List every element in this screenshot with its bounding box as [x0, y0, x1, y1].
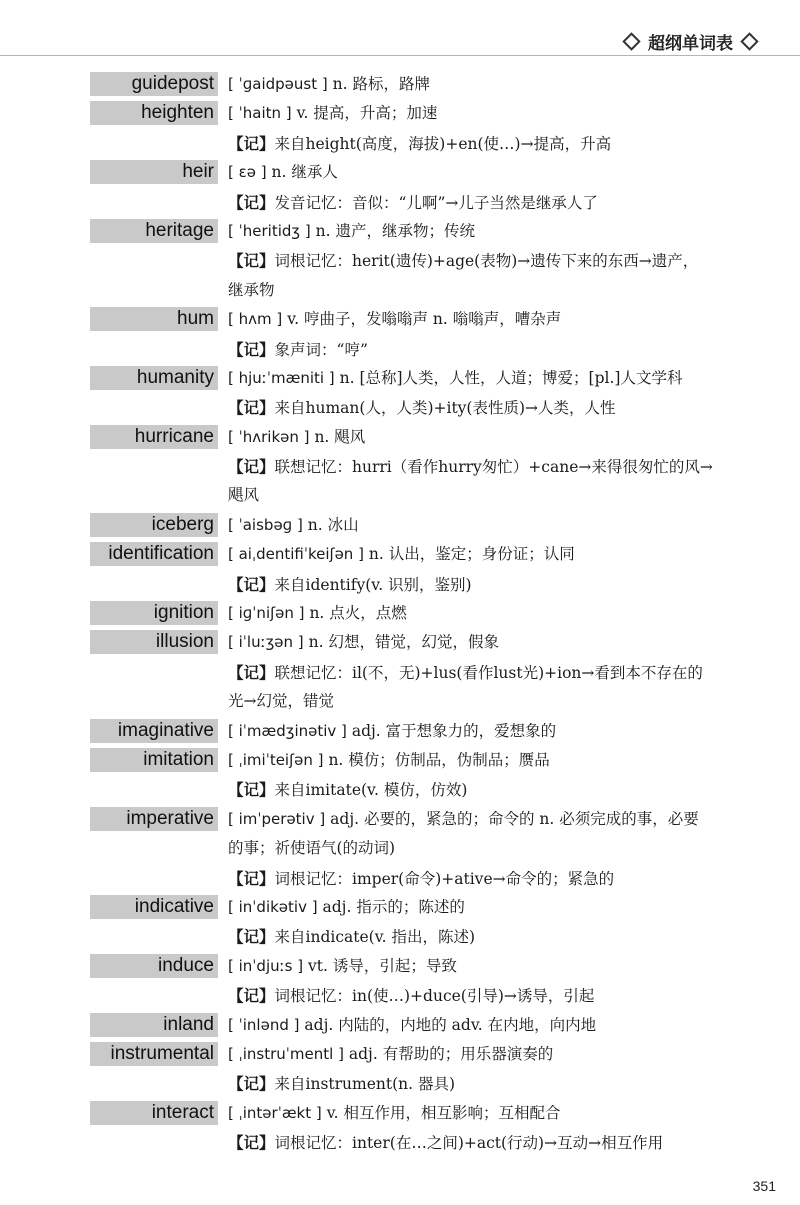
- definition: v. 哼曲子，发嗡嗡声 n. 嗡嗡声，嘈杂声: [287, 310, 562, 329]
- pronunciation: [ hʌm ]: [228, 310, 283, 329]
- entry-row: [0, 158, 800, 187]
- headword: heir: [90, 160, 218, 184]
- entry-line: [228, 834, 760, 863]
- entry-continuation: [0, 276, 800, 305]
- entry-line: [228, 393, 760, 423]
- entry-continuation: [0, 775, 800, 804]
- entry-continuation: [0, 452, 800, 481]
- memo-label: 【记】: [228, 574, 275, 594]
- headword: identification: [90, 542, 218, 566]
- entry-line: [228, 70, 760, 99]
- entry-line: [228, 452, 760, 482]
- pronunciation: [ ˈaisbəɡ ]: [228, 515, 303, 534]
- headword: imaginative: [90, 719, 218, 743]
- memo-label: 【记】: [228, 339, 275, 359]
- memo-text: 词根记忆：in(使…)+duce(引导)→诱导，引起: [274, 987, 595, 1006]
- entry-line: [228, 952, 760, 981]
- definition: n. [总称]人类，人性，人道；博爱；[pl.]人文学科: [339, 368, 683, 387]
- entry-row: [0, 893, 800, 922]
- entry-row: [0, 511, 800, 540]
- page-number: 351: [752, 1178, 776, 1194]
- memo-label: 【记】: [228, 457, 275, 477]
- pronunciation: [ imˈperətiv ]: [228, 809, 326, 828]
- entry-line: [228, 511, 760, 540]
- entry-line: [228, 893, 760, 922]
- memo-label: 【记】: [228, 780, 275, 800]
- memo-text: 发音记忆：音似：“儿啊”→儿子当然是继承人了: [274, 193, 598, 212]
- headword: heighten: [90, 101, 218, 125]
- pronunciation: [ ˈheritidʒ ]: [228, 221, 311, 240]
- entry-row: [0, 805, 800, 834]
- headword: iceberg: [90, 513, 218, 537]
- entry-line: [228, 481, 760, 510]
- pronunciation: [ ˈhʌrikən ]: [228, 427, 310, 446]
- definition: v. 相互作用，相互影响；互相配合: [326, 1103, 561, 1122]
- memo-label: 【记】: [228, 133, 275, 153]
- entry-continuation: [0, 570, 800, 599]
- entry-row: [0, 364, 800, 393]
- entry-row: [0, 746, 800, 775]
- entry-line: [228, 775, 760, 805]
- entry-line: [228, 687, 760, 716]
- entry-line: [228, 129, 760, 159]
- pronunciation: [ aiˌdentifiˈkeiʃən ]: [228, 545, 364, 564]
- entry-continuation: [0, 922, 800, 951]
- pronunciation: [ inˈdikətiv ]: [228, 897, 318, 916]
- entry-row: [0, 1011, 800, 1040]
- definition: n. 点火，点燃: [309, 604, 407, 623]
- pronunciation: [ iɡˈniʃən ]: [228, 604, 305, 623]
- definition: n. 路标，路牌: [332, 75, 431, 93]
- entry-line: [228, 217, 760, 246]
- entry-line: [228, 717, 760, 746]
- entry-line: [228, 188, 760, 218]
- headword: interact: [90, 1101, 218, 1125]
- entry-row: [0, 540, 800, 569]
- diamond-icon: [622, 32, 640, 50]
- memo-label: 【记】: [228, 251, 275, 271]
- pronunciation: [ iˈmædʒinətiv ]: [228, 721, 347, 740]
- entry-line: [228, 1040, 760, 1069]
- entry-continuation: [0, 246, 800, 275]
- definition: n. 飓风: [314, 427, 366, 446]
- entry-continuation: [0, 864, 800, 893]
- memo-text: 象声词：“哼”: [274, 340, 368, 359]
- memo-text: 的事；祈使语气(的动词): [228, 839, 396, 858]
- entry-line: [228, 864, 760, 894]
- memo-text: 飓风: [228, 486, 260, 505]
- pronunciation: [ ˌintərˈækt ]: [228, 1103, 322, 1122]
- definition: adj. 必要的，紧急的；命令的 n. 必须完成的事，必要: [330, 809, 699, 828]
- entry-line: [228, 599, 760, 628]
- pronunciation: [ ˌimiˈteiʃən ]: [228, 750, 324, 769]
- memo-label: 【记】: [228, 398, 275, 418]
- pronunciation: [ ˌinstruˈmentl ]: [228, 1044, 344, 1063]
- entry-line: [228, 246, 760, 276]
- headword: inland: [90, 1013, 218, 1037]
- entry-line: [228, 99, 760, 128]
- entry-line: [228, 364, 760, 393]
- memo-text: 词根记忆：inter(在…之间)+act(行动)→互动→相互作用: [274, 1134, 664, 1153]
- definition: n. 遗产，继承物；传统: [315, 221, 475, 240]
- definition: vt. 诱导，引起；导致: [308, 956, 457, 975]
- entry-continuation: [0, 335, 800, 364]
- entry-continuation: [0, 981, 800, 1010]
- entry-row: [0, 717, 800, 746]
- definition: adj. 富于想象力的，爱想象的: [351, 721, 557, 740]
- entry-line: [228, 423, 760, 452]
- entry-line: [228, 540, 760, 569]
- memo-label: 【记】: [228, 927, 275, 947]
- headword: instrumental: [90, 1042, 218, 1066]
- headword: imperative: [90, 807, 218, 831]
- definition: n. 冰山: [307, 515, 359, 534]
- memo-text: 继承物: [228, 280, 275, 299]
- entry-line: [228, 805, 760, 834]
- definition: adj. 指示的；陈述的: [322, 897, 465, 916]
- header-divider: [0, 55, 800, 56]
- definition: n. 认出，鉴定；身份证；认同: [368, 545, 575, 564]
- headword: indicative: [90, 895, 218, 919]
- pronunciation: [ ˈhaitn ]: [228, 104, 292, 123]
- headword: guidepost: [90, 72, 218, 96]
- entry-row: [0, 305, 800, 334]
- memo-text: 词根记忆：herit(遗传)+age(表物)→遗传下来的东西→遗产，: [274, 252, 699, 271]
- entry-row: [0, 952, 800, 981]
- entry-continuation: [0, 129, 800, 158]
- entry-row: [0, 70, 800, 99]
- memo-label: 【记】: [228, 1074, 275, 1094]
- headword: illusion: [90, 630, 218, 654]
- entry-row: [0, 599, 800, 628]
- entry-continuation: [0, 393, 800, 422]
- entry-line: [228, 922, 760, 952]
- pronunciation: [ iˈluːʒən ]: [228, 633, 304, 652]
- running-header: [621, 29, 760, 54]
- headword: heritage: [90, 219, 218, 243]
- memo-text: 联想记忆：il(不，无)+lus(看作lust光)+ion→看到本不存在的: [274, 663, 703, 682]
- entry-line: [228, 746, 760, 775]
- pronunciation: [ hjuːˈmæniti ]: [228, 368, 335, 387]
- entry-line: [228, 305, 760, 334]
- entry-row: [0, 628, 800, 657]
- memo-label: 【记】: [228, 1133, 275, 1153]
- headword: imitation: [90, 748, 218, 772]
- entry-row: [0, 217, 800, 246]
- entry-line: [228, 1069, 760, 1099]
- word-list: [0, 70, 800, 1157]
- definition: adj. 内陆的，内地的 adv. 在内地，向内地: [304, 1015, 597, 1034]
- entry-row: [0, 423, 800, 452]
- headword: ignition: [90, 601, 218, 625]
- memo-label: 【记】: [228, 868, 275, 888]
- pronunciation: [ ˈɡaidpəust ]: [228, 75, 328, 93]
- definition: n. 继承人: [271, 163, 338, 182]
- memo-text: 来自identify(v. 识别，鉴别): [274, 575, 472, 594]
- definition: n. 幻想，错觉，幻觉，假象: [308, 633, 499, 652]
- entry-row: [0, 1099, 800, 1128]
- memo-text: 联想记忆：hurri（看作hurry匆忙）+cane→来得很匆忙的风→: [274, 458, 713, 477]
- pronunciation: [ ɛə ]: [228, 163, 267, 182]
- memo-label: 【记】: [228, 192, 275, 212]
- memo-label: 【记】: [228, 662, 275, 682]
- headword: hurricane: [90, 425, 218, 449]
- entry-line: [228, 1099, 760, 1128]
- memo-text: 来自instrument(n. 器具): [274, 1075, 456, 1094]
- entry-continuation: [0, 188, 800, 217]
- pronunciation: [ inˈdjuːs ]: [228, 956, 304, 975]
- definition: v. 提高，升高；加速: [296, 104, 438, 123]
- memo-text: 词根记忆：imper(命令)+ative→命令的；紧急的: [274, 869, 615, 888]
- entry-continuation: [0, 658, 800, 687]
- memo-label: 【记】: [228, 986, 275, 1006]
- diamond-icon: [740, 32, 758, 50]
- entry-continuation: [0, 1128, 800, 1157]
- headword: induce: [90, 954, 218, 978]
- memo-text: 来自height(高度，海拔)+en(使…)→提高，升高: [274, 134, 612, 153]
- entry-line: [228, 335, 760, 365]
- entry-line: [228, 1011, 760, 1040]
- entry-continuation: [0, 1069, 800, 1098]
- memo-text: 来自imitate(v. 模仿，仿效): [274, 781, 468, 800]
- headword: humanity: [90, 366, 218, 390]
- entry-continuation: [0, 687, 800, 716]
- entry-line: [228, 158, 760, 187]
- entry-line: [228, 628, 760, 657]
- entry-line: [228, 658, 760, 688]
- entry-line: [228, 981, 760, 1011]
- headword: hum: [90, 307, 218, 331]
- entry-line: [228, 570, 760, 600]
- entry-line: [228, 1128, 760, 1158]
- memo-text: 来自indicate(v. 指出，陈述): [274, 928, 476, 947]
- entry-continuation: [0, 834, 800, 863]
- definition: adj. 有帮助的；用乐器演奏的: [348, 1044, 554, 1063]
- entry-line: [228, 276, 760, 305]
- pronunciation: [ ˈinlənd ]: [228, 1015, 300, 1034]
- definition: n. 模仿；仿制品，伪制品；赝品: [328, 750, 550, 769]
- entry-row: [0, 1040, 800, 1069]
- header-title: 超纲单词表: [648, 34, 733, 54]
- memo-text: 光→幻觉，错觉: [228, 692, 334, 711]
- memo-text: 来自human(人，人类)+ity(表性质)→人类，人性: [274, 399, 616, 418]
- entry-row: [0, 99, 800, 128]
- entry-continuation: [0, 481, 800, 510]
